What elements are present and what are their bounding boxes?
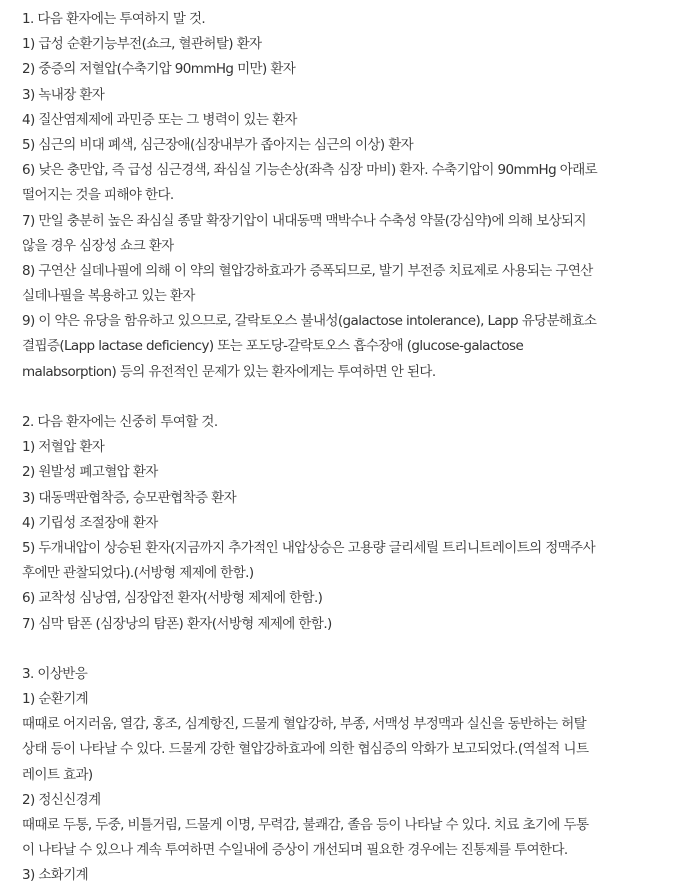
paragraph-line: 상태 등이 나타날 수 있다. 드물게 강한 혈압강하효과에 의한 협심증의 악화가 보고되었다.(역설적 니트 [22,741,589,758]
list-item: 7) 심막 탐폰 (심장낭의 탐폰) 환자(서방형 제제에 한함.) [22,615,332,632]
section-heading: 2. 다음 환자에는 신중히 투여할 것. [22,414,218,430]
list-item: 8) 구연산 실데나필에 의해 이 약의 혈압강하효과가 증폭되므로, 발기 부전증 치료제로 사용되는 구연산 [22,262,593,279]
subsection-title: 2) 정신신경계 [22,791,101,808]
section-heading: 1. 다음 환자에는 투여하지 말 것. [22,11,206,27]
list-item: 4) 기립성 조절장애 환자 [22,514,158,531]
list-item-continuation: 떨어지는 것을 피해야 한다. [22,187,174,204]
list-item: 2) 원발성 폐고혈압 환자 [22,464,158,481]
section-adverse-reactions [22,662,682,889]
subsection-title: 1) 순환기계 [22,691,89,708]
paragraph-line: 이 나타날 수 있으나 계속 투여하면 수일내에 증상이 개선되며 필요한 경우에는 진통제를 투여한다. [22,842,568,859]
paragraph-line: 레이트 효과) [22,766,93,783]
section-precautions [22,410,682,637]
list-item-continuation: 않을 경우 심장성 쇼크 환자 [22,237,174,254]
list-item: 3) 녹내장 환자 [22,86,105,103]
list-item: 5) 두개내압이 상승된 환자(지금까지 추가적인 내압상승은 고용량 글리세릴 트리니트레이트의 정맥주사 [22,539,596,556]
list-item: 9) 이 약은 유당을 함유하고 있으므로, 갈락토오스 불내성(galactose intolerance), Lapp 유당분해효소 [22,313,597,330]
list-item: 6) 교착성 심낭염, 심장압전 환자(서방형 제제에 한함.) [22,590,323,607]
list-item-continuation: 후에만 관찰되었다).(서방형 제제에 한함.) [22,565,254,582]
list-item: 4) 질산염제제에 과민증 또는 그 병력이 있는 환자 [22,111,297,128]
subsection-title: 3) 소화기계 [22,867,89,884]
list-item-continuation: 실데나필을 복용하고 있는 환자 [22,288,195,305]
paragraph-line: 때때로 두통, 두중, 비틀거림, 드물게 이명, 무력감, 불쾌감, 졸음 등이 나타날 수 있다. 치료 초기에 두통 [22,817,589,833]
document-body [22,0,682,889]
list-item: 1) 저혈압 환자 [22,439,105,456]
list-item: 5) 심근의 비대 폐색, 심근장애(심장내부가 좁아지는 심근의 이상) 환자 [22,136,414,153]
list-item: 2) 중증의 저혈압(수축기압 90mmHg 미만) 환자 [22,61,296,78]
section-contraindications [22,0,682,385]
section-spacer [22,637,682,662]
list-item-continuation: malabsorption) 등의 유전적인 문제가 있는 환자에게는 투여하면 안 된다. [22,363,436,380]
paragraph-line: 때때로 어지러움, 열감, 홍조, 심계항진, 드물게 혈압강하, 부종, 서맥성 부정맥과 실신을 동반하는 허탈 [22,716,587,733]
list-item: 3) 대동맥판협착증, 승모판협착증 환자 [22,489,237,506]
list-item: 6) 낮은 충만압, 즉 급성 심근경색, 좌심실 기능손상(좌측 심장 마비) 환자. 수축기압이 90mmHg 아래로 [22,162,598,179]
section-heading: 3. 이상반응 [22,665,88,682]
list-item: 1) 급성 순환기능부전(쇼크, 혈관허탈) 환자 [22,36,262,53]
list-item: 7) 만일 충분히 높은 좌심실 종말 확장기압이 내대동맥 맥박수나 수축성 약물(강심약)에 의해 보상되지 [22,212,586,229]
list-item-continuation: 결핍증(Lapp lactase deficiency) 또는 포도당-갈락토오스 흡수장애 (glucose-galactose [22,338,524,355]
section-spacer [22,385,682,410]
